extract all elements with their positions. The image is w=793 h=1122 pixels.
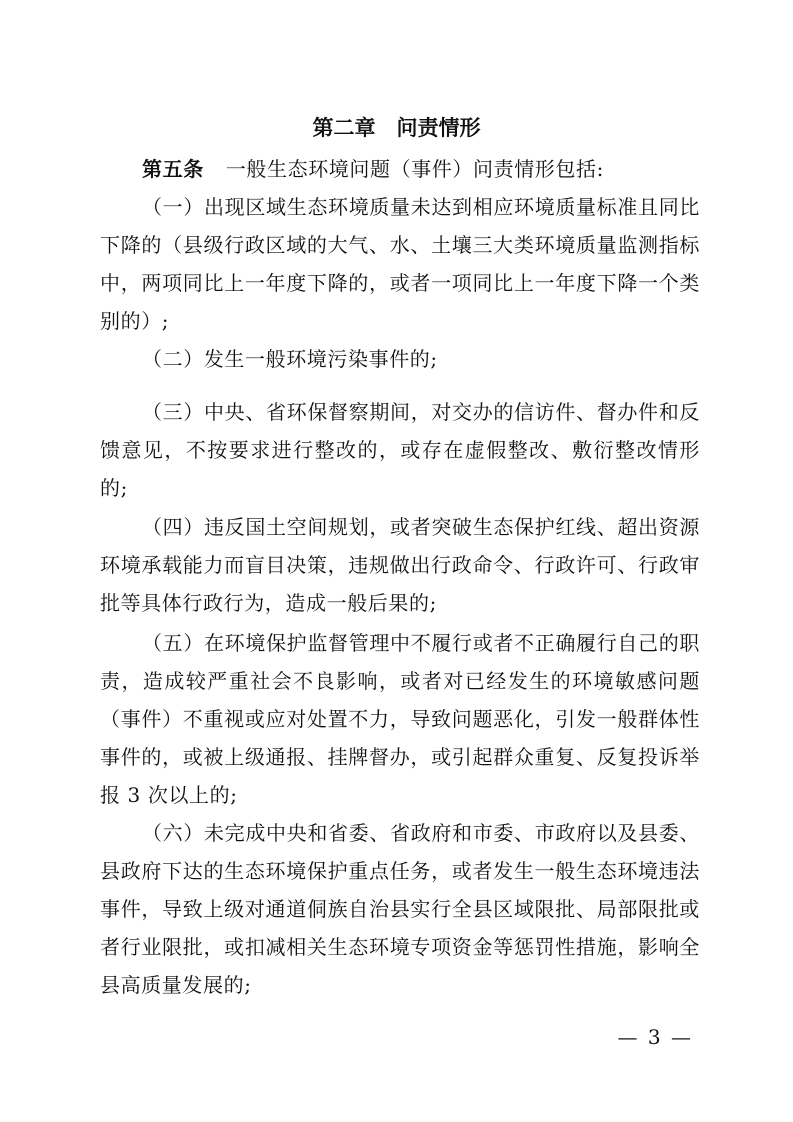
item-paragraph-1: （一）出现区域生态环境质量未达到相应环境质量标准且同比下降的（县级行政区域的大气、水、土壤三大类环境质量监测指标中，两项同比上一年度下降的，或者一项同比上一年度下降一个类别的）; <box>100 195 700 333</box>
item-paragraph-4: （四）违反国土空间规划，或者突破生态保护红线、超出资源环境承载能力而盲目决策，违规做出行政命令、行政许可、行政审批等具体行政行为，造成一般后果的; <box>100 515 700 615</box>
page-number: — 3 — <box>617 1025 693 1049</box>
article-intro: 一般生态环境问题（事件）问责情形包括: <box>225 157 604 181</box>
article-head: 第五条 <box>142 157 204 181</box>
chapter-title: 第二章 问责情形 <box>312 116 481 140</box>
article-paragraph <box>100 150 700 188</box>
item-paragraph-5: （五）在环境保护监督管理中不履行或者不正确履行自己的职责，造成较严重社会不良影响，或者对已经发生的环境敏感问题（事件）不重视或应对处置不力，导致问题恶化，引发一般群体性事件的，或被上级通报、挂牌督办，或引起群众重复、反复投诉举报 3 次以上的; <box>100 631 700 807</box>
item-paragraph-2: （二）发生一般环境污染事件的; <box>142 347 438 371</box>
item-paragraph-6: （六）未完成中央和省委、省政府和市委、市政府以及县委、县政府下达的生态环境保护重点任务，或者发生一般生态环境违法事件，导致上级对通道侗族自治县实行全县区域限批、局部限批或者行业限批，或扣减相关生态环境专项资金等惩罚性措施，影响全县高质量发展的; <box>100 821 700 997</box>
item-paragraph-3: （三）中央、省环保督察期间，对交办的信访件、督办件和反馈意见，不按要求进行整改的，或存在虚假整改、敷衍整改情形的; <box>100 400 700 500</box>
